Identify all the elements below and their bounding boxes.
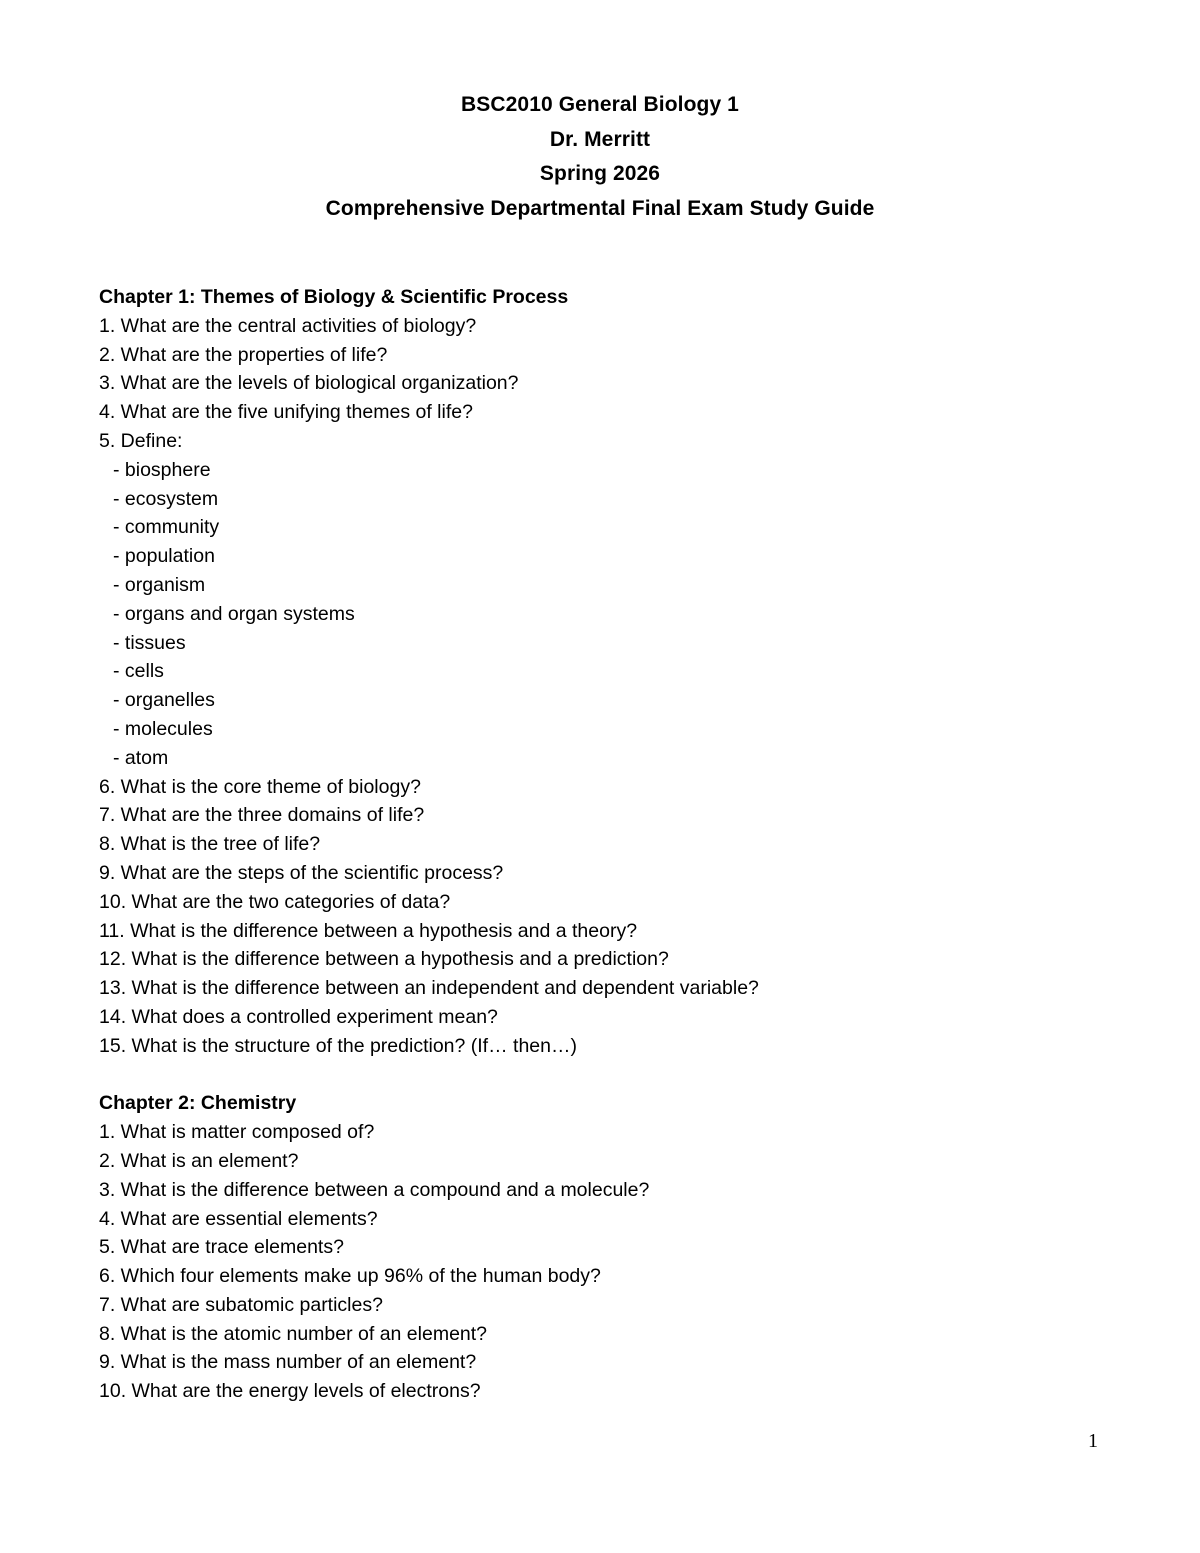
define-term: - molecules xyxy=(113,717,213,740)
question: 3. What is the difference between a compound and a molecule? xyxy=(99,1178,650,1201)
question: 12. What is the difference between a hypothesis and a prediction? xyxy=(99,948,669,971)
question: 4. What are the five unifying themes of life? xyxy=(99,401,473,424)
course-title: BSC2010 General Biology 1 xyxy=(461,93,739,116)
question: 5. What are trace elements? xyxy=(99,1236,344,1259)
define-term: - organism xyxy=(113,573,206,596)
define-term: - organs and organ systems xyxy=(113,602,355,625)
question: 15. What is the structure of the prediction? (If… then…) xyxy=(99,1034,577,1057)
question: 14. What does a controlled experiment mean? xyxy=(99,1005,498,1028)
question: 10. What are the energy levels of electrons? xyxy=(99,1380,481,1403)
question: 4. What are essential elements? xyxy=(99,1207,378,1230)
document-title: Comprehensive Departmental Final Exam Study Guide xyxy=(325,196,875,220)
question: 9. What are the steps of the scientific process? xyxy=(99,861,504,884)
page-number: 1 xyxy=(1088,1430,1098,1452)
chapter-2-section xyxy=(99,1089,1099,1406)
define-term: - organelles xyxy=(113,689,215,712)
define-term: - biosphere xyxy=(113,458,211,481)
question: 7. What are subatomic particles? xyxy=(99,1293,383,1316)
question: 1. What are the central activities of biology? xyxy=(99,314,477,337)
instructor-name: Dr. Merritt xyxy=(549,127,651,151)
question: 8. What is the tree of life? xyxy=(99,833,321,856)
chapter-1-heading: Chapter 1: Themes of Biology & Scientific Process xyxy=(99,286,569,308)
document-header xyxy=(0,88,1200,226)
define-term: - atom xyxy=(113,746,169,769)
question: 1. What is matter composed of? xyxy=(99,1121,375,1144)
question: 6. What is the core theme of biology? xyxy=(99,775,421,798)
question: 6. Which four elements make up 96% of the human body? xyxy=(99,1265,601,1288)
chapter-1-section xyxy=(99,283,1099,1061)
section-spacer xyxy=(99,1061,1099,1090)
question: 11. What is the difference between a hypothesis and a theory? xyxy=(99,919,638,942)
question: 8. What is the atomic number of an element? xyxy=(99,1322,488,1345)
define-term: - tissues xyxy=(113,631,186,654)
question: 2. What is an element? xyxy=(99,1149,299,1172)
question: 5. Define: xyxy=(99,429,183,452)
question: 7. What are the three domains of life? xyxy=(99,804,425,827)
document-body xyxy=(99,283,1099,1406)
define-term: - population xyxy=(113,545,215,568)
question: 10. What are the two categories of data? xyxy=(99,890,451,913)
define-term: - community xyxy=(113,516,220,539)
term: Spring 2026 xyxy=(539,162,661,185)
define-term: - ecosystem xyxy=(113,487,219,510)
chapter-2-heading: Chapter 2: Chemistry xyxy=(99,1092,297,1115)
question: 2. What are the properties of life? xyxy=(99,343,388,366)
question: 13. What is the difference between an independent and dependent variable? xyxy=(99,977,759,1000)
question: 3. What are the levels of biological organization? xyxy=(99,372,519,395)
define-term: - cells xyxy=(113,660,164,683)
question: 9. What is the mass number of an element? xyxy=(99,1351,477,1374)
